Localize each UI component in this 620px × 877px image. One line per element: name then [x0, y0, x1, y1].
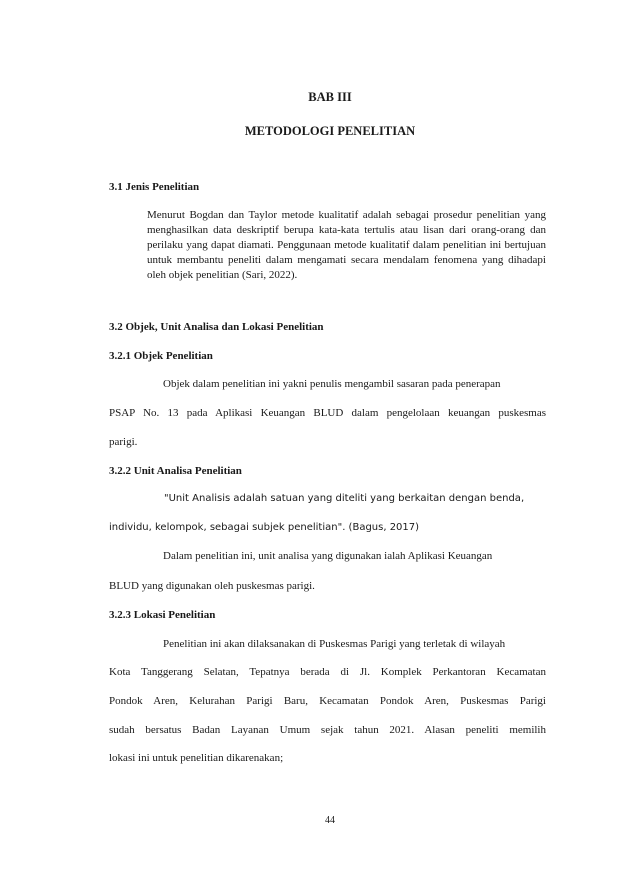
section-3-2-heading: 3.2 Objek, Unit Analisa dan Lokasi Penelitian — [109, 321, 324, 333]
section-3-2-2-heading: 3.2.2 Unit Analisa Penelitian — [109, 465, 242, 477]
section-3-2-1-line-3: parigi. — [109, 436, 138, 448]
chapter-number: BAB III — [308, 90, 352, 104]
section-3-2-2-quote-line-2: individu, kelompok, sebagai subjek penelitian". (Bagus, 2017) — [109, 522, 420, 533]
section-3-2-2-quote-line-1: "Unit Analisis adalah satuan yang diteliti yang berkaitan dengan benda, — [164, 493, 525, 504]
section-3-2-1-heading: 3.2.1 Objek Penelitian — [109, 350, 213, 362]
section-3-2-2-line-1: Dalam penelitian ini, unit analisa yang digunakan ialah Aplikasi Keuangan — [163, 550, 493, 562]
chapter-title: METODOLOGI PENELITIAN — [244, 124, 416, 138]
section-3-2-3-heading: 3.2.3 Lokasi Penelitian — [109, 609, 216, 621]
section-3-2-3-line-4: sudah bersatus Badan Layanan Umum sejak tahun 2021. Alasan peneliti memilih — [109, 724, 546, 736]
section-3-2-1-line-1: Objek dalam penelitian ini yakni penulis mengambil sasaran pada penerapan — [163, 378, 501, 390]
page-number: 44 — [325, 815, 335, 826]
section-3-1-paragraph: Menurut Bogdan dan Taylor metode kualitatif adalah sebagai prosedur penelitian yang menghasilkan data deskriptif berupa kata-kata tertulis atau lisan dari orang-orang dan perilaku yang dapat diamati. Penggunaan metode kualitatif dalam penelitian ini bertujuan untuk membantu peneliti dalam mengamati secara mendalam fenomena yang dihadapi oleh objek penelitian (Sari, 2022). — [147, 209, 546, 281]
section-3-2-3-line-3: Pondok Aren, Kelurahan Parigi Baru, Kecamatan Pondok Aren, Puskesmas Parigi — [109, 695, 546, 707]
section-3-2-1-line-2: PSAP No. 13 pada Aplikasi Keuangan BLUD dalam pengelolaan keuangan puskesmas — [109, 407, 546, 419]
section-3-1-heading: 3.1 Jenis Penelitian — [109, 181, 200, 193]
section-3-2-3-line-2: Kota Tanggerang Selatan, Tepatnya berada di Jl. Komplek Perkantoran Kecamatan — [109, 666, 546, 678]
section-3-2-3-line-1: Penelitian ini akan dilaksanakan di Puskesmas Parigi yang terletak di wilayah — [163, 638, 506, 650]
section-3-2-2-line-2: BLUD yang digunakan oleh puskesmas parigi. — [109, 580, 315, 592]
section-3-2-3-line-5: lokasi ini untuk penelitian dikarenakan; — [109, 752, 284, 764]
